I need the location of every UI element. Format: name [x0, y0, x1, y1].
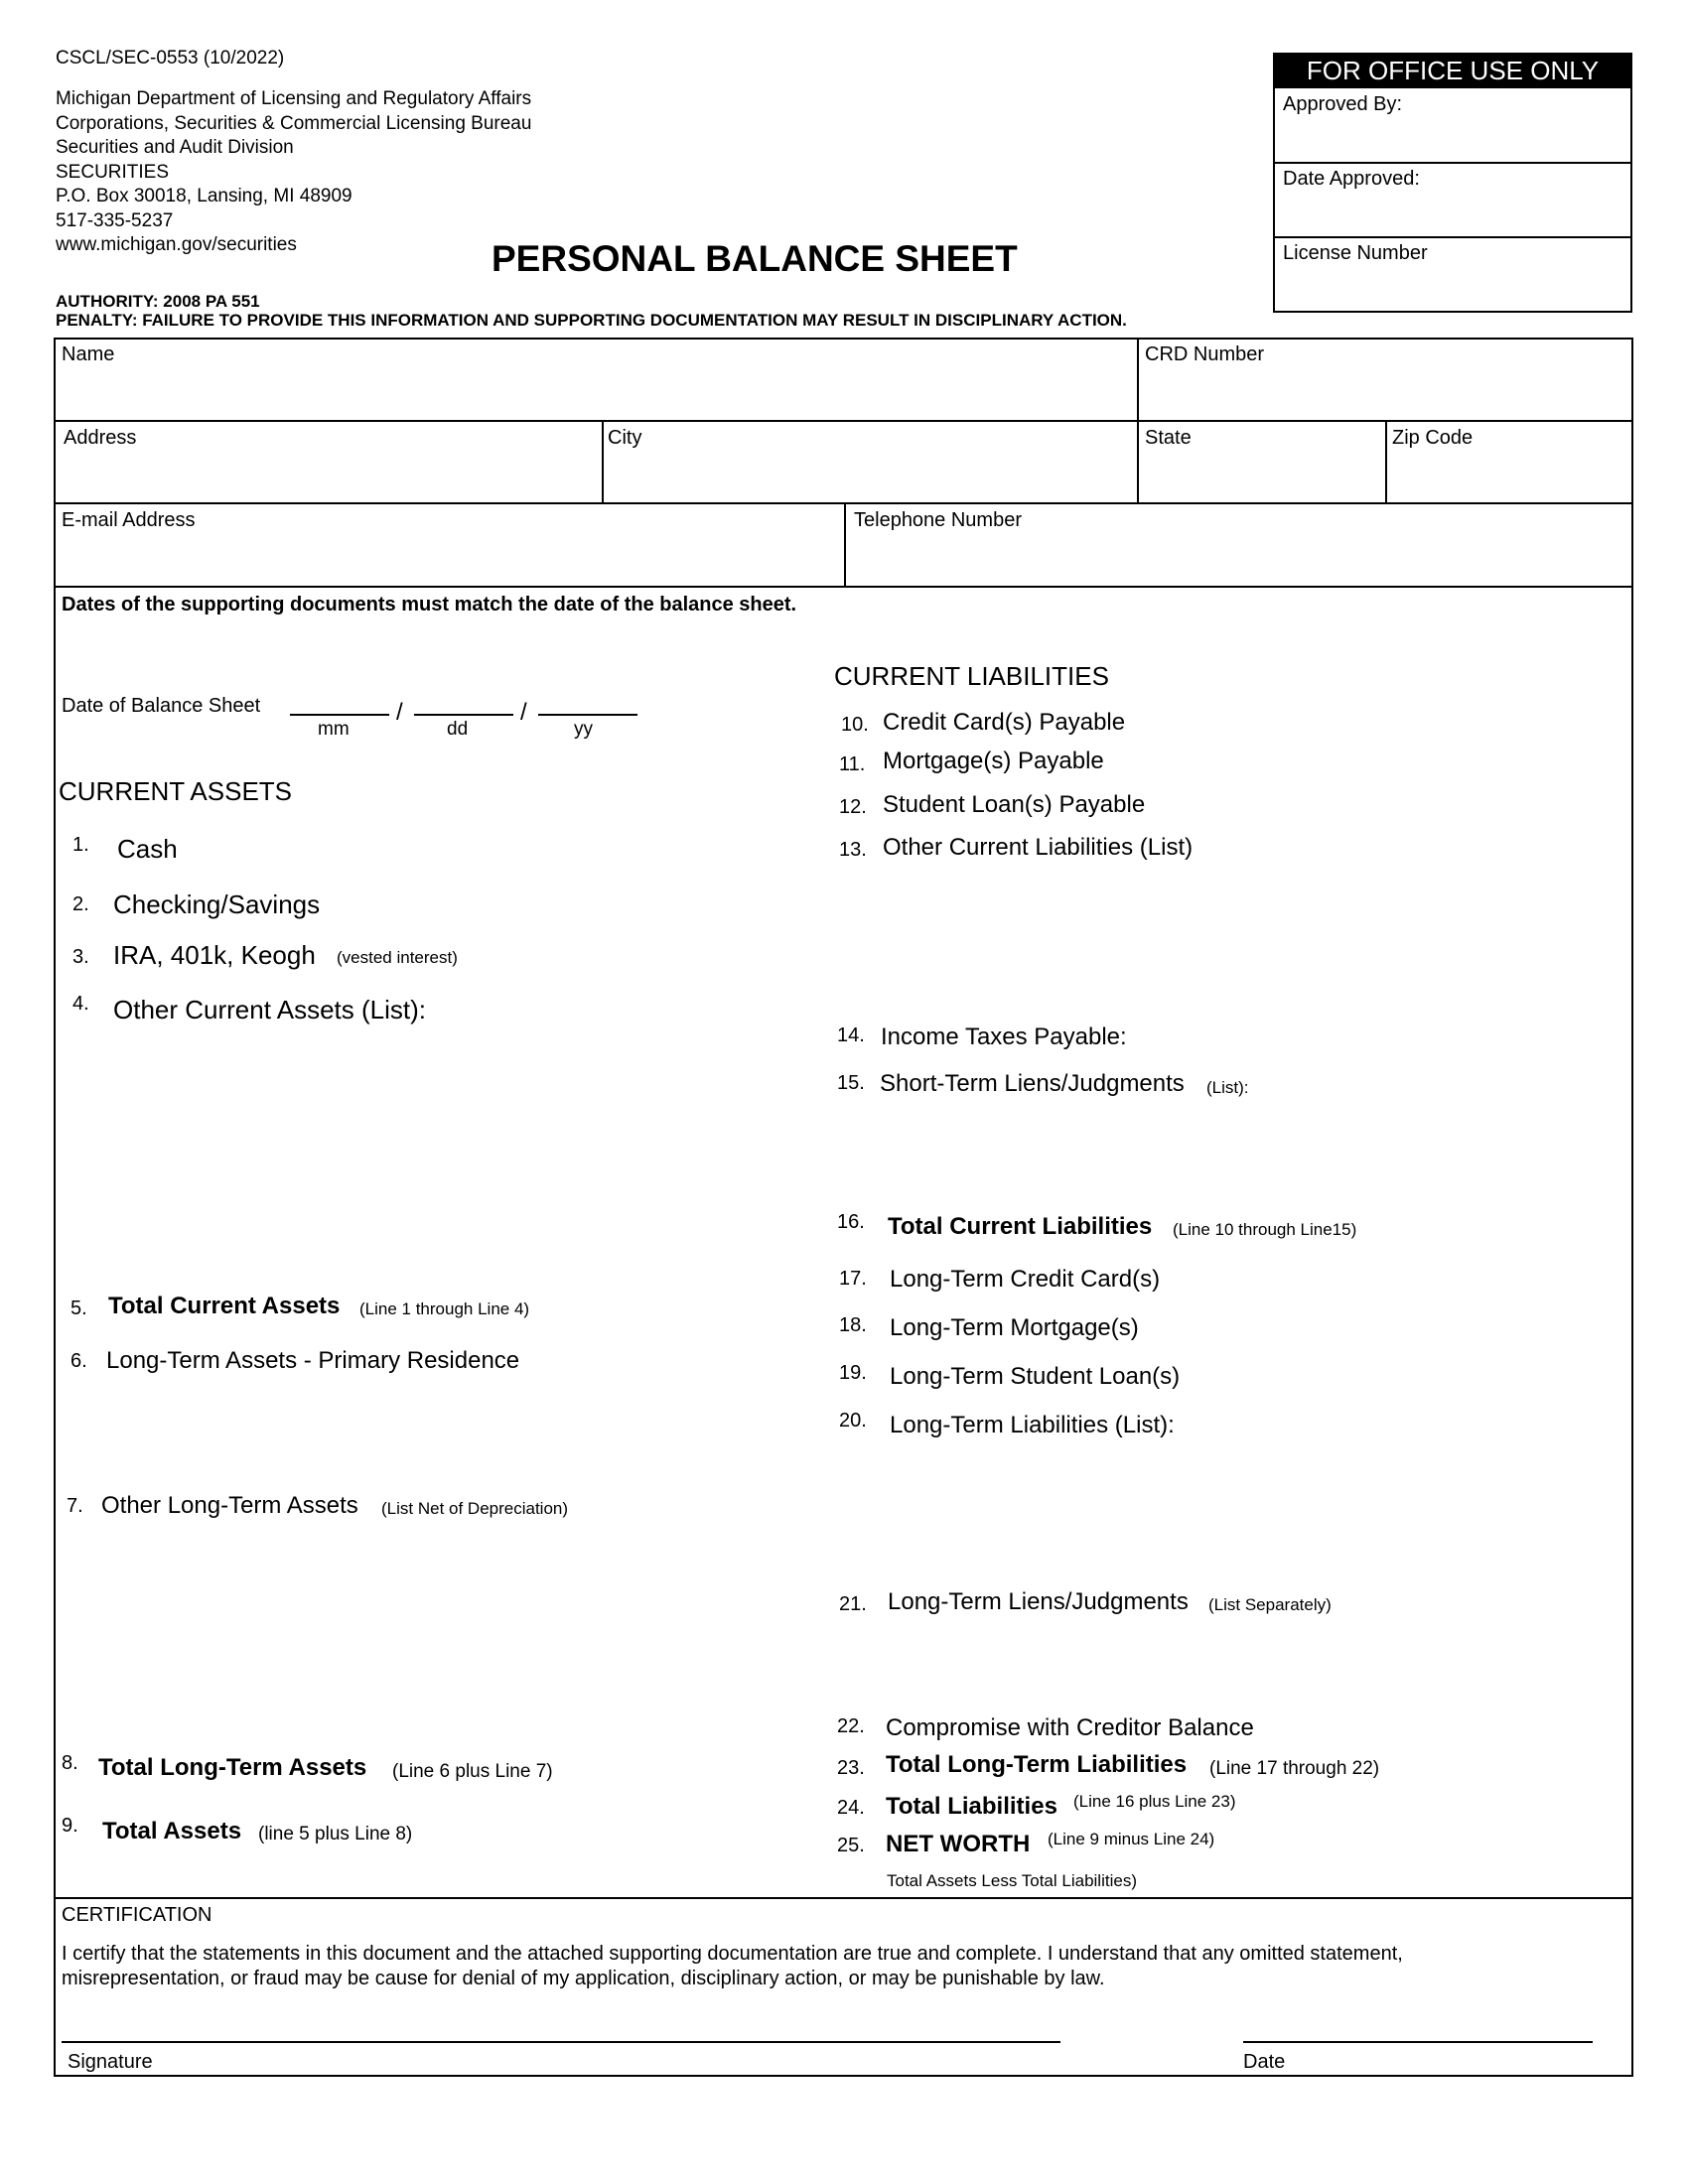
liab-15-note: (List):: [1206, 1078, 1249, 1097]
liab-22-num: 22.: [837, 1715, 865, 1737]
asset-5-note: (Line 1 through Line 4): [359, 1299, 530, 1318]
col-divider-email-phone: [844, 502, 846, 588]
office-divider-2: [1273, 236, 1632, 238]
office-use-title: FOR OFFICE USE ONLY: [1306, 56, 1600, 85]
liab-20-label: Long-Term Liabilities (List):: [890, 1412, 1175, 1438]
asset-1-label: Cash: [117, 834, 178, 864]
liab-21-label: Long-Term Liens/Judgments: [888, 1588, 1189, 1615]
asset-3-num: 3.: [72, 946, 89, 968]
liab-23-note: (Line 17 through 22): [1209, 1758, 1380, 1779]
asset-8-label: Total Long-Term Assets: [98, 1754, 367, 1781]
current-liabilities-heading: CURRENT LIABILITIES: [834, 661, 1109, 691]
asset-3-label: IRA, 401k, Keogh: [113, 940, 316, 970]
asset-6-label: Long-Term Assets - Primary Residence: [106, 1347, 520, 1374]
agency-line-6: 517-335-5237: [56, 209, 174, 231]
liab-10-num: 10.: [841, 714, 869, 736]
liab-14-label: Income Taxes Payable:: [881, 1024, 1127, 1050]
date-of-balance-sheet-label: Date of Balance Sheet: [62, 695, 261, 717]
crd-number-field[interactable]: CRD Number: [1145, 343, 1265, 365]
liab-22-label: Compromise with Creditor Balance: [886, 1714, 1254, 1741]
liab-23-label: Total Long-Term Liabilities: [886, 1751, 1188, 1778]
liab-11-label: Mortgage(s) Payable: [883, 748, 1104, 774]
agency-line-3: Securities and Audit Division: [56, 137, 294, 158]
liab-25-num: 25.: [837, 1835, 865, 1856]
certification-text-1: I certify that the statements in this document and the attached supporting documentation are true and complete. I understand that any omitted statement,: [62, 1943, 1403, 1965]
date-dd-hint: dd: [447, 719, 469, 740]
col-divider-state-zip: [1385, 420, 1387, 504]
liab-25-label: NET WORTH: [886, 1831, 1031, 1857]
liab-24-num: 24.: [837, 1797, 865, 1819]
form-id: CSCL/SEC-0553 (10/2022): [56, 48, 285, 68]
asset-8-num: 8.: [62, 1752, 78, 1774]
date-label: Date: [1243, 2051, 1286, 2073]
liab-24-label: Total Liabilities: [886, 1793, 1057, 1820]
liab-12-num: 12.: [839, 796, 867, 818]
liab-21-note: (List Separately): [1208, 1595, 1332, 1614]
liab-17-label: Long-Term Credit Card(s): [890, 1266, 1161, 1293]
office-divider-1: [1273, 162, 1632, 164]
agency-line-4: SECURITIES: [56, 161, 170, 183]
asset-5-label: Total Current Assets: [108, 1293, 341, 1319]
date-sep-2: /: [520, 699, 527, 726]
liab-13-num: 13.: [839, 839, 867, 861]
certification-title: CERTIFICATION: [62, 1904, 212, 1926]
current-assets-heading: CURRENT ASSETS: [59, 776, 293, 806]
date-approved-label: Date Approved:: [1283, 168, 1420, 190]
liab-13-label: Other Current Liabilities (List): [883, 834, 1194, 861]
zip-code-field[interactable]: Zip Code: [1392, 427, 1474, 449]
date-yy-hint: yy: [574, 719, 593, 740]
asset-1-num: 1.: [72, 834, 89, 856]
asset-4-label: Other Current Assets (List):: [113, 995, 426, 1024]
telephone-field[interactable]: Telephone Number: [854, 509, 1022, 531]
city-field[interactable]: City: [608, 427, 642, 449]
asset-3-note: (vested interest): [337, 948, 458, 967]
asset-4-num: 4.: [72, 993, 89, 1015]
liab-21-num: 21.: [839, 1593, 867, 1615]
liab-18-label: Long-Term Mortgage(s): [890, 1314, 1139, 1341]
liab-24-note: (Line 16 plus Line 23): [1073, 1792, 1236, 1811]
certification-text-2: misrepresentation, or fraud may be cause for denial of my application, disciplinary action, or may be punishable by law.: [62, 1968, 1105, 1989]
liab-19-label: Long-Term Student Loan(s): [890, 1363, 1181, 1390]
agency-line-2: Corporations, Securities & Commercial Licensing Bureau: [56, 112, 532, 134]
agency-url: www.michigan.gov/securities: [56, 234, 297, 255]
row-divider-4: [54, 1897, 1633, 1899]
date-yy-input[interactable]: [538, 714, 637, 716]
liab-25-note: (Line 9 minus Line 24): [1048, 1830, 1215, 1848]
asset-7-note: (List Net of Depreciation): [381, 1499, 569, 1518]
net-worth-subnote: Total Assets Less Total Liabilities): [887, 1871, 1137, 1890]
license-number-label: License Number: [1283, 242, 1428, 264]
asset-7-num: 7.: [67, 1495, 83, 1517]
approved-by-label: Approved By:: [1283, 93, 1403, 115]
penalty: PENALTY: FAILURE TO PROVIDE THIS INFORMATION AND SUPPORTING DOCUMENTATION MAY RESULT IN DISCIPLINARY ACTION.: [56, 311, 1127, 330]
email-field[interactable]: E-mail Address: [62, 509, 196, 531]
asset-8-note: (Line 6 plus Line 7): [392, 1761, 553, 1782]
liab-18-num: 18.: [839, 1314, 867, 1336]
col-divider-address-city: [602, 420, 604, 504]
page-title: PERSONAL BALANCE SHEET: [492, 238, 1018, 279]
asset-5-num: 5.: [70, 1297, 87, 1319]
asset-9-label: Total Assets: [102, 1818, 242, 1844]
liab-16-label: Total Current Liabilities: [888, 1213, 1153, 1240]
name-field[interactable]: Name: [62, 343, 115, 365]
asset-9-note: (line 5 plus Line 8): [258, 1824, 413, 1844]
liab-15-num: 15.: [837, 1072, 865, 1094]
date-mm-input[interactable]: [290, 714, 389, 716]
liab-23-num: 23.: [837, 1757, 865, 1779]
signature-line[interactable]: [62, 2041, 1060, 2043]
liab-17-num: 17.: [839, 1268, 867, 1290]
agency-line-5: P.O. Box 30018, Lansing, MI 48909: [56, 186, 352, 206]
liab-16-note: (Line 10 through Line15): [1173, 1220, 1357, 1239]
signature-label: Signature: [68, 2051, 153, 2073]
col-divider-name-crd: [1137, 338, 1139, 504]
state-field[interactable]: State: [1145, 427, 1192, 449]
asset-7-label: Other Long-Term Assets: [101, 1492, 358, 1519]
liab-11-num: 11.: [839, 753, 866, 775]
dates-note: Dates of the supporting documents must match the date of the balance sheet.: [62, 594, 797, 615]
liab-20-num: 20.: [839, 1410, 867, 1432]
liab-15-label: Short-Term Liens/Judgments: [880, 1070, 1185, 1097]
date-mm-hint: mm: [318, 719, 350, 740]
date-sep-1: /: [396, 699, 403, 726]
row-divider-1: [54, 420, 1633, 422]
liab-19-num: 19.: [839, 1362, 867, 1384]
asset-9-num: 9.: [62, 1815, 78, 1837]
asset-2-num: 2.: [72, 893, 89, 915]
date-line[interactable]: [1243, 2041, 1593, 2043]
date-dd-input[interactable]: [414, 714, 513, 716]
liab-16-num: 16.: [837, 1211, 865, 1233]
liab-12-label: Student Loan(s) Payable: [883, 791, 1146, 818]
asset-2-label: Checking/Savings: [113, 889, 321, 919]
liab-14-num: 14.: [837, 1024, 865, 1046]
authority: AUTHORITY: 2008 PA 551: [56, 292, 260, 311]
address-field[interactable]: Address: [64, 427, 137, 449]
liab-10-label: Credit Card(s) Payable: [883, 709, 1126, 736]
agency-line-1: Michigan Department of Licensing and Regulatory Affairs: [56, 88, 532, 109]
asset-6-num: 6.: [70, 1350, 87, 1372]
